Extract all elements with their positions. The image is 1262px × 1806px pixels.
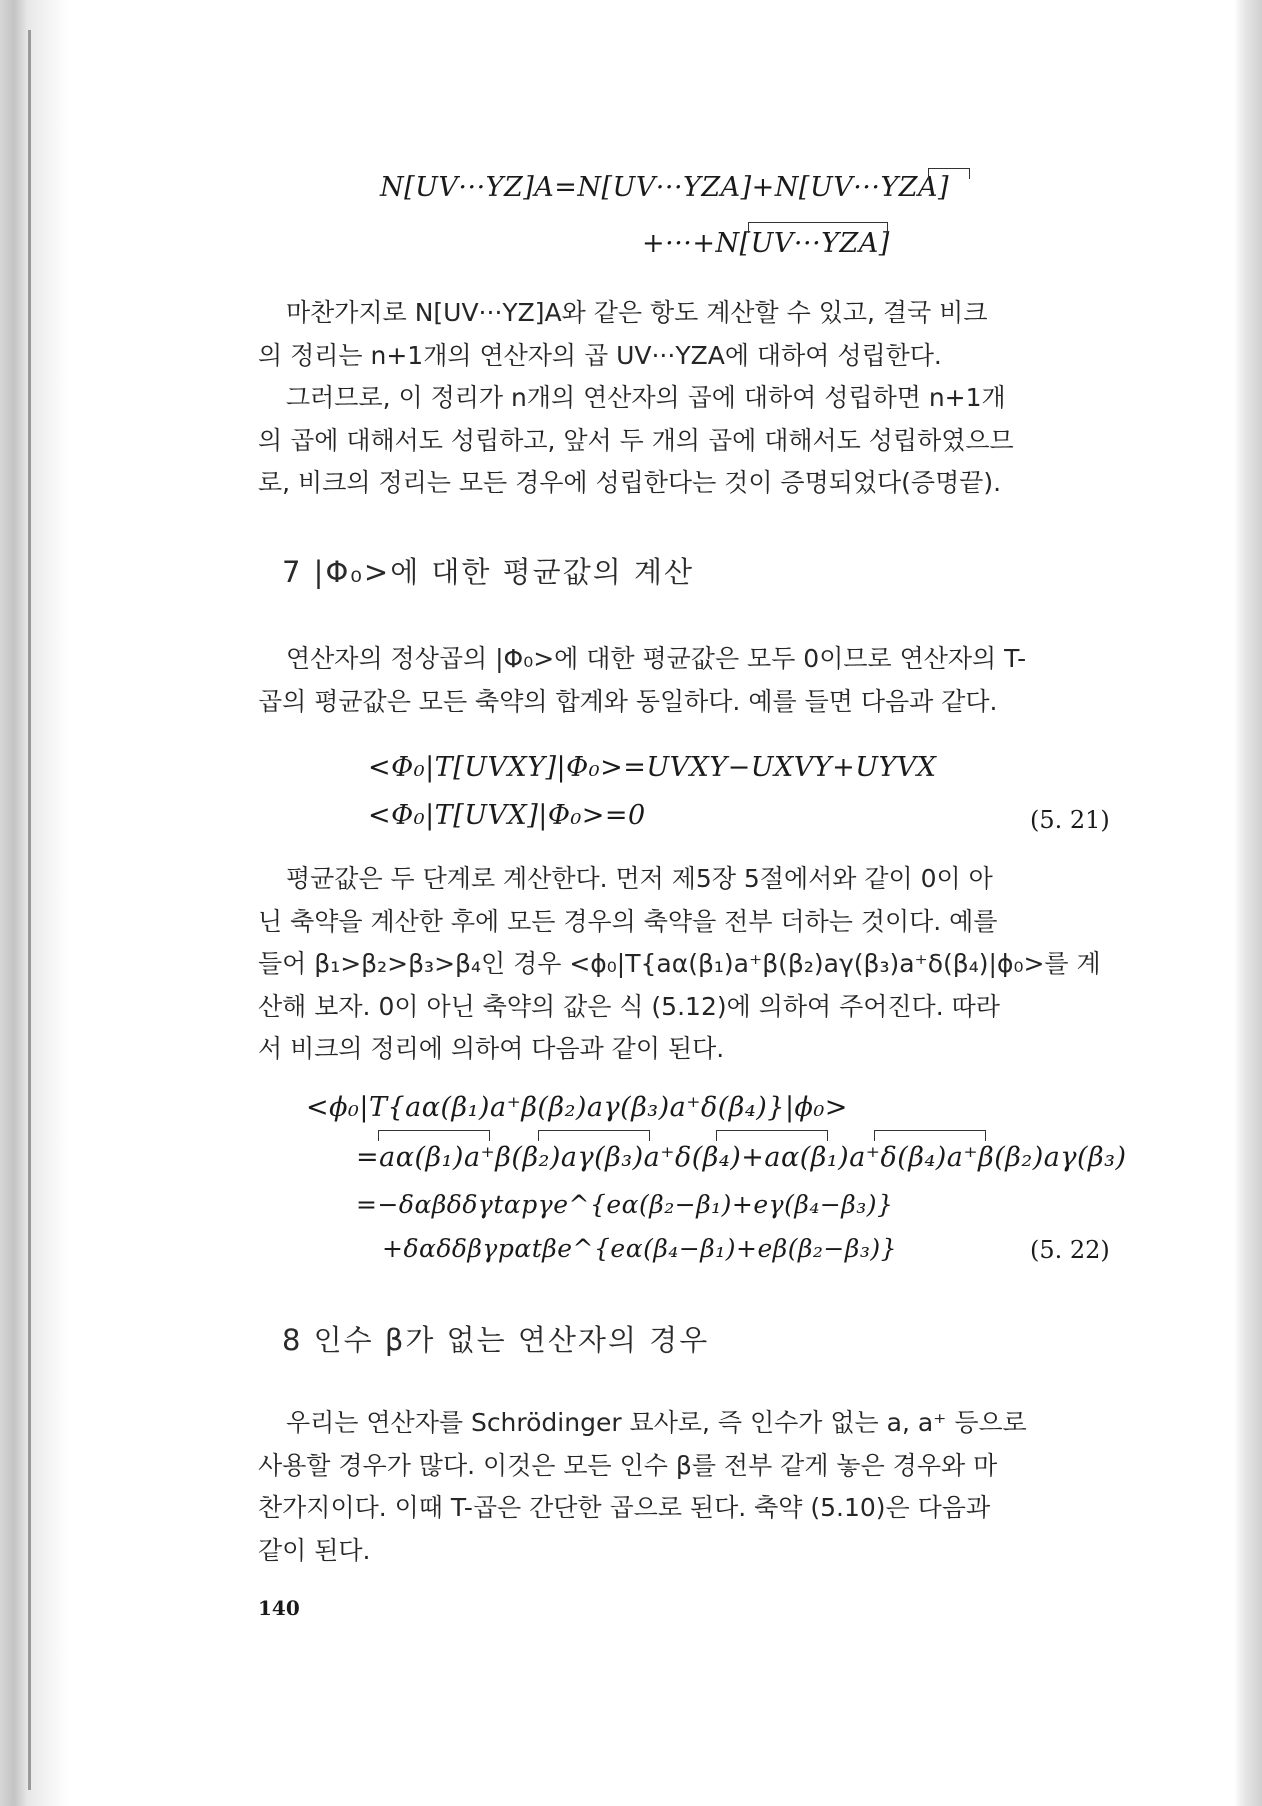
top-equation-line1: N[UV···YZ]A=N[UV···YZA]+N[UV···YZA] — [380, 172, 950, 203]
equation-522-number: (5. 22) — [1030, 1236, 1110, 1264]
text-line: 들어 β₁>β₂>β₃>β₄인 경우 <ϕ₀|T{aα(β₁)a⁺β(β₂)aγ(β₃)a⁺δ(β₄)|ϕ₀>를 계 — [258, 949, 1101, 978]
contraction-mark — [538, 1130, 650, 1141]
text-line: 찬가지이다. 이때 T-곱은 간단한 곱으로 된다. 축약 (5.10)은 다음과 — [258, 1493, 991, 1522]
equation-522-line2: =aα(β₁)a⁺β(β₂)aγ(β₃)a⁺δ(β₄)+aα(β₁)a⁺δ(β₄)a⁺β(β₂)aγ(β₃) — [356, 1142, 1127, 1173]
equation-521-line2: <Φ₀|T[UVX]|Φ₀>=0 — [368, 800, 646, 831]
contraction-mark — [378, 1130, 490, 1141]
text-line: 연산자의 정상곱의 |Φ₀>에 대한 평균값은 모두 0이므로 연산자의 T- — [286, 644, 1027, 673]
paragraph-2 — [258, 377, 1134, 505]
equation-522-line3: =−δαβδδγtαpγe^{eα(β₂−β₁)+eγ(β₄−β₃)} — [356, 1190, 894, 1219]
text-line: 닌 축약을 계산한 후에 모든 경우의 축약을 전부 더하는 것이다. 예를 — [258, 906, 998, 936]
page-number: 140 — [258, 1596, 300, 1620]
paragraph-1 — [258, 292, 1134, 377]
text-line: 그러므로, 이 정리가 n개의 연산자의 곱에 대하여 성립하면 n+1개 — [286, 383, 1006, 412]
paragraph-3 — [258, 638, 1134, 723]
text-line: 같이 된다. — [258, 1535, 371, 1565]
text-line: 사용할 경우가 많다. 이것은 모든 인수 β를 전부 같게 놓은 경우와 마 — [258, 1450, 998, 1480]
section-8-heading: 8 인수 β가 없는 연산자의 경우 — [282, 1323, 710, 1357]
text-line: 우리는 연산자를 Schrödinger 묘사로, 즉 인수가 없는 a, a⁺ 등으로 — [286, 1408, 1027, 1437]
text-line: 산해 보자. 0이 아닌 축약의 값은 식 (5.12)에 의하여 주어진다. 따라 — [258, 991, 1000, 1021]
contraction-mark — [748, 222, 888, 233]
contraction-mark — [928, 168, 970, 179]
contraction-mark — [874, 1130, 986, 1141]
top-equation-line2: +···+N[UV···YZA] — [642, 228, 890, 259]
paragraph-5 — [258, 1402, 1134, 1572]
equation-521-line1: <Φ₀|T[UVXY]|Φ₀>=UVXY−UXVY+UYVX — [368, 752, 937, 783]
text-line: 의 곱에 대해서도 성립하고, 앞서 두 개의 곱에 대해서도 성립하였으므 — [258, 425, 1014, 455]
section-7-heading: 7 |Φ₀>에 대한 평균값의 계산 — [282, 555, 694, 589]
text-line: 의 정리는 n+1개의 연산자의 곱 UV···YZA에 대하여 성립한다. — [258, 340, 942, 370]
text-line: 곱의 평균값은 모든 축약의 합계와 동일하다. 예를 들면 다음과 같다. — [258, 686, 998, 716]
text-line: 평균값은 두 단계로 계산한다. 먼저 제5장 5절에서와 같이 0이 아 — [286, 864, 993, 893]
equation-522-line1: <ϕ₀|T{aα(β₁)a⁺β(β₂)aγ(β₃)a⁺δ(β₄)}|ϕ₀> — [306, 1092, 848, 1123]
text-line: 마찬가지로 N[UV···YZ]A와 같은 항도 계산할 수 있고, 결국 비크 — [286, 298, 988, 327]
text-line: 로, 비크의 정리는 모든 경우에 성립한다는 것이 증명되었다(증명끝). — [258, 468, 1002, 497]
text-line: 서 비크의 정리에 의하여 다음과 같이 된다. — [258, 1034, 725, 1063]
equation-522-line4: +δαδδβγpαtβe^{eα(β₄−β₁)+eβ(β₂−β₃)} — [382, 1234, 897, 1263]
contraction-mark — [716, 1130, 828, 1141]
paragraph-4 — [258, 858, 1134, 1071]
equation-521-number: (5. 21) — [1030, 806, 1110, 834]
